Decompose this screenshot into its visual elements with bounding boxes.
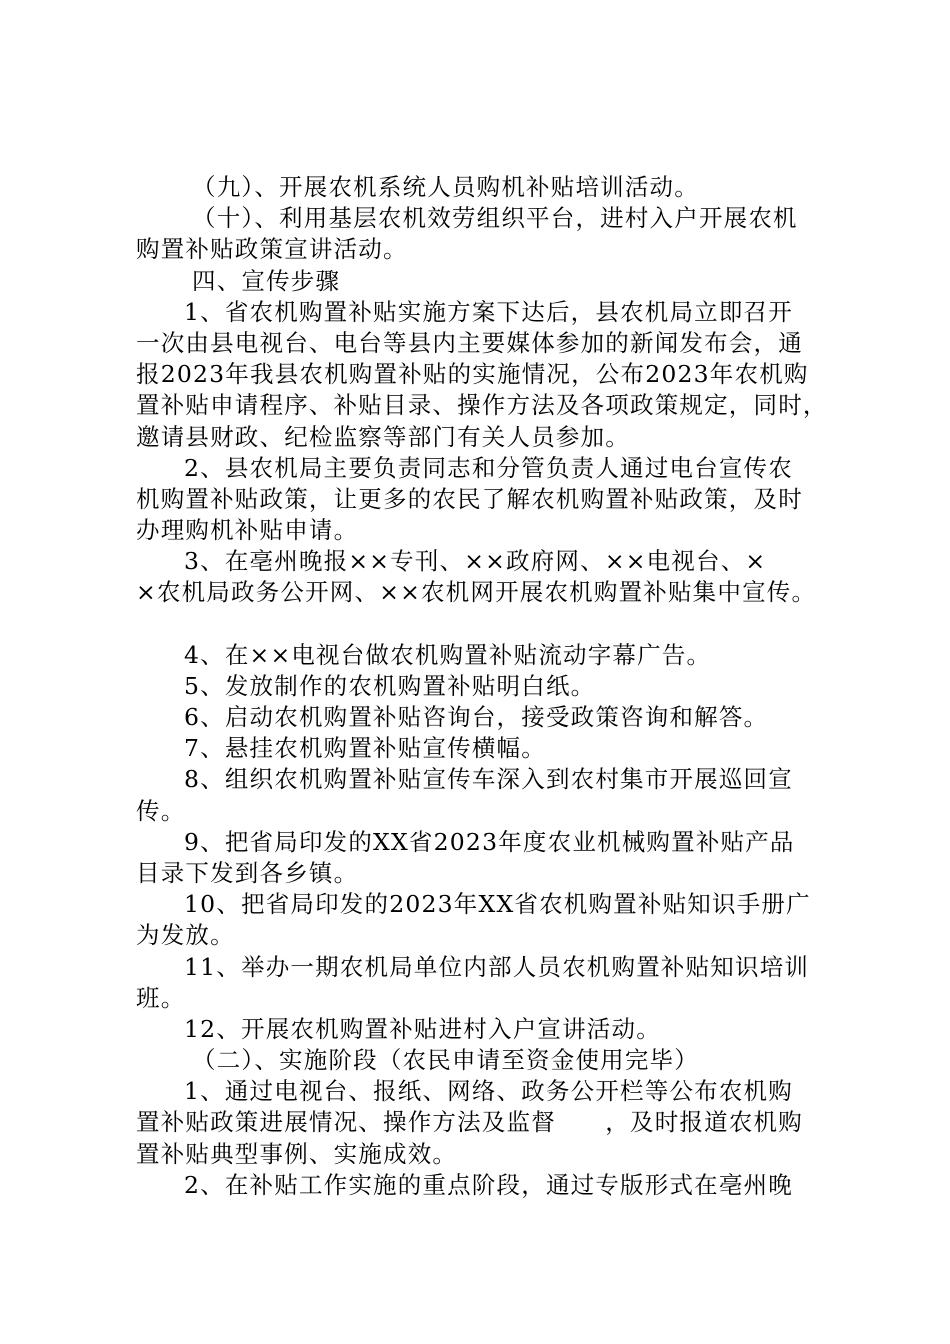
paragraph-line: 3、在亳州晚报××专刊、××政府网、××电视台、×: [184, 547, 767, 576]
blank-line: [136, 609, 836, 640]
document-body: [136, 172, 836, 1201]
paragraph-line: 9、把省局印发的XX省2023年度农业机械购置补贴产品: [184, 827, 795, 856]
paragraph-line: 购置补贴政策宣讲活动。: [136, 235, 408, 264]
paragraph-line: 1、省农机购置补贴实施方案下达后，县农机局立即召开: [184, 297, 793, 326]
paragraph-line: 12、开展农机购置补贴进村入户宣讲活动。: [184, 1014, 661, 1043]
paragraph-line: 报2023年我县农机购置补贴的实施情况，公布2023年农机购: [136, 360, 809, 389]
paragraph-line: 班。: [136, 983, 186, 1012]
section-heading: （二）、实施阶段（农民申请至资金使用完毕）: [192, 1046, 699, 1075]
paragraph-line: 目录下发到各乡镇。: [136, 858, 359, 887]
paragraph-line: 置补贴典型事例、实施成效。: [136, 1139, 458, 1168]
paragraph-line: 传。: [136, 796, 186, 825]
paragraph-line: 10、把省局印发的2023年XX省农机购置补贴知识手册广: [184, 890, 811, 919]
paragraph-line: 7、悬挂农机购置补贴宣传横幅。: [184, 734, 546, 763]
paragraph-line: 为发放。: [136, 921, 235, 950]
paragraph-line: （九）、开展农机系统人员购机补贴培训活动。: [192, 173, 699, 201]
paragraph-line: 2、县农机局主要负责同志和分管负责人通过电台宣传农: [184, 453, 793, 482]
paragraph-line: 置补贴政策进展情况、操作方法及监督 ，及时报道农机购: [136, 1108, 803, 1137]
section-heading: 四、宣传步骤: [192, 266, 341, 295]
paragraph-line: 2、在补贴工作实施的重点阶段，通过专版形式在亳州晚: [184, 1170, 793, 1199]
paragraph-line: （十）、利用基层农机效劳组织平台，进村入户开展农机: [192, 204, 798, 233]
paragraph-line: 一次由县电视台、电台等县内主要媒体参加的新闻发布会，通: [136, 328, 803, 357]
paragraph-line: 置补贴申请程序、补贴目录、操作方法及各项政策规定，同时，: [136, 391, 828, 420]
paragraph-line: ×农机局政务公开网、××农机网开展农机购置补贴集中宣传。: [136, 578, 817, 607]
paragraph-line: 6、启动农机购置补贴咨询台，接受政策咨询和解答。: [184, 703, 769, 731]
paragraph-line: 11、举办一期农机局单位内部人员农机购置补贴知识培训: [184, 952, 810, 981]
paragraph-line: 办理购机补贴申请。: [136, 516, 359, 545]
paragraph-line: 8、组织农机购置补贴宣传车深入到农村集市开展巡回宣: [184, 765, 793, 794]
paragraph-line: 5、发放制作的农机购置补贴明白纸。: [184, 671, 596, 700]
paragraph-line: 4、在××电视台做农机购置补贴流动字幕广告。: [184, 640, 712, 669]
paragraph-line: 邀请县财政、纪检监察等部门有关人员参加。: [136, 422, 630, 451]
paragraph-line: 1、通过电视台、报纸、网络、政务公开栏等公布农机购: [184, 1077, 793, 1106]
paragraph-line: 机购置补贴政策，让更多的农民了解农机购置补贴政策，及时: [136, 484, 803, 513]
